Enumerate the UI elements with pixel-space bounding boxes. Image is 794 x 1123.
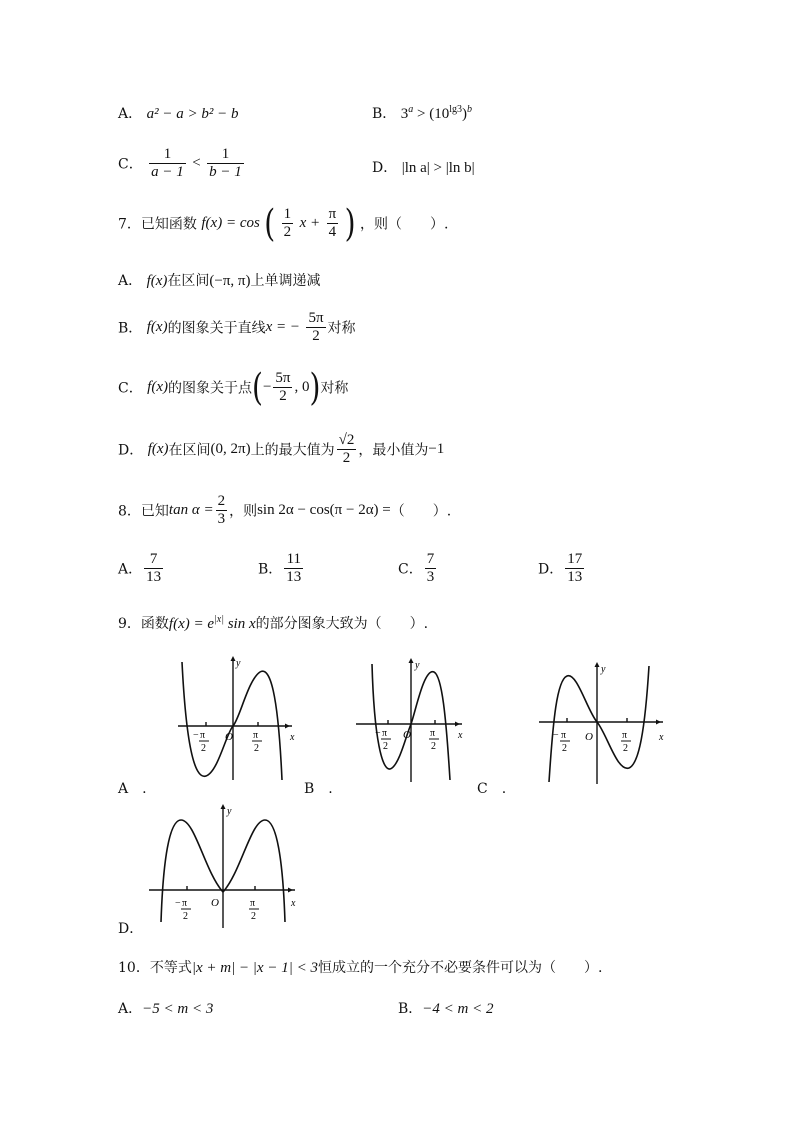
q10-option-a (118, 998, 213, 1018)
q6-option-c (118, 146, 246, 181)
q6-option-d (372, 157, 475, 177)
x-arrow-icon (288, 888, 293, 893)
math-text: , 0 (294, 379, 310, 395)
math-text: x = − (265, 319, 300, 335)
fraction: $\frac{√2}{2}$ (338, 432, 355, 466)
paren-right: ) (344, 200, 356, 246)
q7-option-b (118, 310, 356, 345)
tick-minus: − (193, 730, 199, 741)
function-expr: f(x) (147, 379, 168, 395)
option-math: $3^a > (10^{lg3})^b$ (400, 104, 472, 122)
q7-option-c (118, 364, 349, 410)
question-text: 7．已知函数 (118, 216, 197, 233)
curve (549, 666, 649, 782)
math-text: −1 (428, 441, 445, 457)
tick-pi: π (250, 898, 256, 909)
option-label: C． (118, 380, 143, 397)
option-text: 上单调递减 (250, 273, 321, 289)
q8-option-d (538, 551, 586, 586)
option-label: A． (118, 106, 143, 122)
graph-a (170, 652, 305, 784)
option-text: 在区间 (167, 273, 210, 289)
x-label: x (458, 730, 463, 741)
fraction: $\frac{5\pi}{2}$ (308, 310, 324, 344)
q8-option-b (258, 551, 305, 586)
tick-2: 2 (251, 911, 256, 922)
y-label: y (227, 806, 232, 817)
tick-pi: π (182, 898, 188, 909)
question-text: （ ）. (390, 503, 452, 520)
y-arrow-icon (595, 662, 600, 667)
tick-2: 2 (254, 743, 259, 754)
option-label: A． (118, 1001, 143, 1017)
tick-pi: π (253, 730, 259, 741)
q7-option-a (118, 270, 321, 290)
fraction: $\frac{5\pi}{2}$ (275, 370, 291, 404)
y-arrow-icon (409, 658, 414, 663)
q8-stem (118, 493, 451, 528)
fraction: $\frac{17}{13}$ (567, 551, 583, 585)
tick-2: 2 (623, 743, 628, 754)
option-math: a² − a > b² − b (146, 106, 239, 122)
option-text: 的图象关于直线 (167, 320, 266, 337)
fraction: $\frac{7}{13}$ (146, 551, 162, 585)
paren-left: ( (252, 364, 263, 410)
tick-pi: π (561, 730, 567, 741)
tick-2: 2 (183, 911, 188, 922)
option-text: 对称 (327, 320, 356, 337)
q6-option-a (118, 103, 238, 123)
origin-label: O (403, 729, 411, 741)
tick-pi: π (430, 728, 436, 739)
fraction: $\frac{1}{2}$ (283, 206, 292, 240)
function-expr: f(x) (147, 441, 169, 457)
q7-option-d (118, 432, 444, 467)
paren-left: ( (264, 200, 276, 246)
math-text: − (262, 379, 272, 395)
fraction: $\frac{1}{b - 1}$ (209, 146, 242, 180)
x-arrow-icon (285, 724, 290, 729)
option-text: 上的最大值为 (250, 442, 335, 459)
option-label: D． (538, 561, 564, 578)
tick-minus: − (553, 730, 559, 741)
graph-b (350, 656, 475, 786)
x-arrow-icon (656, 720, 661, 725)
graph-c (535, 660, 670, 788)
tick-pi: π (382, 728, 388, 739)
option-label: B． (398, 1001, 423, 1017)
y-arrow-icon (231, 656, 236, 661)
q10-option-b (398, 998, 494, 1018)
q10-stem (118, 957, 602, 977)
question-text: ，则 (229, 503, 258, 520)
option-label: B． (118, 320, 143, 337)
tick-minus: − (175, 898, 181, 909)
graph-c-label: C . (477, 781, 507, 797)
option-math: −5 < m < 3 (142, 1001, 214, 1017)
question-text: 10．不等式 (118, 960, 192, 976)
option-text: 的图象关于点 (168, 380, 252, 397)
fraction: $\frac{7}{3}$ (426, 551, 435, 585)
question-text: 恒成立的一个充分不必要条件可以为（ ）. (317, 960, 603, 976)
tick-pi: π (622, 730, 628, 741)
option-text: ，最小值为 (358, 442, 429, 459)
option-text: 在区间 (168, 442, 211, 459)
option-text: 对称 (320, 380, 349, 397)
x-label: x (291, 898, 296, 909)
question-text: 8．已知 (118, 503, 169, 520)
curve (182, 662, 282, 780)
function-expr: f(x) = cos (201, 215, 260, 231)
interval: (−π, π) (209, 273, 251, 289)
option-math: −4 < m < 2 (422, 1001, 494, 1017)
option-label: B． (372, 106, 397, 122)
question-text: 的部分图象大致为（ ）. (255, 616, 429, 632)
option-label: D． (372, 160, 398, 176)
q8-option-a (118, 551, 165, 586)
origin-label: O (225, 731, 233, 743)
tick-2: 2 (201, 743, 206, 754)
q6-option-b (372, 103, 472, 123)
question-text: 9．函数 (118, 616, 169, 632)
fraction: $\frac{\pi}{4}$ (328, 206, 337, 240)
math-text: x + (299, 215, 321, 231)
tick-2: 2 (562, 743, 567, 754)
graph-b-label: B . (304, 781, 333, 797)
tick-2: 2 (383, 741, 388, 752)
y-label: y (601, 664, 606, 675)
graph-d-label: D． (118, 921, 144, 937)
option-label: D． (118, 442, 144, 459)
option-math: |ln a| > |ln b| (401, 160, 475, 176)
x-label: x (659, 732, 664, 743)
fraction: $\frac{2}{3}$ (217, 493, 226, 527)
y-arrow-icon (221, 804, 226, 809)
q8-option-c (398, 551, 438, 586)
function-expr: $f(x) = e^{|x|}$ sin x (168, 614, 256, 632)
q9-stem (118, 613, 428, 633)
option-label: A． (118, 561, 143, 578)
x-label: x (290, 732, 295, 743)
interval: (0, 2π) (210, 441, 251, 457)
origin-label: O (585, 731, 593, 743)
tick-2: 2 (431, 741, 436, 752)
y-label: y (236, 658, 241, 669)
fraction: $\frac{1}{a - 1}$ (151, 146, 184, 180)
math-text: sin 2α − cos(π − 2α) = (257, 502, 391, 518)
x-arrow-icon (455, 722, 460, 727)
function-expr: f(x) (146, 319, 168, 335)
math-text: |x + m| − |x − 1| < 3 (191, 960, 318, 976)
option-label: A． (118, 273, 143, 289)
option-label: C． (398, 561, 423, 578)
math-text: tan α = (168, 502, 214, 518)
paren-right: ) (309, 364, 321, 410)
question-text: ，则（ ）. (360, 216, 449, 233)
y-label: y (415, 660, 420, 671)
origin-label: O (211, 897, 219, 909)
graph-d (145, 802, 305, 932)
tick-pi: π (200, 730, 206, 741)
q7-stem (118, 200, 449, 246)
less-than: < (192, 155, 201, 171)
option-label: B． (258, 561, 283, 578)
graph-a-label: A . (118, 781, 147, 797)
function-expr: f(x) (146, 273, 168, 289)
option-label: C． (118, 156, 143, 173)
fraction: $\frac{11}{13}$ (286, 551, 302, 585)
tick-minus: − (375, 728, 381, 739)
